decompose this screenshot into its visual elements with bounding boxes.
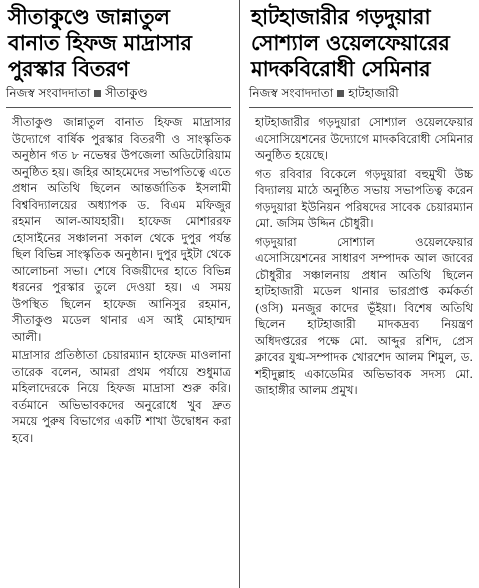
left-byline-reporter: নিজস্ব সংবাদদাতা: [6, 86, 91, 100]
left-paragraph-2: মাদ্রাসার প্রতিষ্ঠাতা চেয়ারম্যান হাফেজ মাওলানা তারেক বলেন, আমরা প্রথম পর্যায়ে শুধুমাত্র মহিলাদেরকে নিয়ে হিফজ মাদ্রাসা শুরু করি। বর্তমানে অভিভাবকদের অনুরোধে খুব দ্রুত সময়ে পুরুষ বিভাগের একটি শাখা উদ্বোধন করা হবে।: [12, 348, 231, 445]
right-byline-location: হাটহাজারী: [348, 86, 399, 100]
right-headline: হাটহাজারীর গড়দুয়ারা সোশ্যাল ওয়েলফেয়ারের মাদকবিরোধী সেমিনার: [251, 5, 450, 81]
right-paragraph-2: গত রবিবার বিকেলে গড়দুয়ারা বহুমুখী উচ্চ বিদ্যালয় মাঠে অনুষ্ঠিত সভায় সভাপতিত্ব করেন গড়দুয়ারা ইউনিয়ন পরিষদের সাবেক চেয়ারম্যান মো. জসিম উদ্দিন চৌধুরী।: [255, 166, 473, 230]
byline-bullet-icon: [94, 90, 101, 97]
right-body: [243, 108, 479, 399]
left-body: [0, 108, 237, 446]
left-headline: সীতাকুণ্ডে জান্নাতুল বানাত হিফজ মাদ্রাসার পুরস্কার বিতরণ: [8, 5, 192, 81]
right-byline-reporter: নিজস্ব সংবাদদাতা: [249, 86, 334, 100]
left-byline: [6, 85, 237, 101]
right-article: [243, 0, 479, 588]
right-byline: [249, 85, 479, 101]
column-divider: [239, 0, 240, 588]
left-paragraph-1: সীতাকুণ্ড জান্নাতুল বানাত হিফজ মাদ্রাসার উদ্যোগে বার্ষিক পুরস্কার বিতরণী ও সাংস্কৃতিক অনুষ্ঠান গত ৮ নভেম্বর উপজেলা অডিটোরিয়াম অনুষ্ঠিত হয়। জহির আহমেদের সভাপতিত্বে এতে প্রধান অতিথি ছিলেন আন্তর্জাতিক ইসলামী বিশ্ববিদ্যালয়ের অধ্যাপক ড. বিএম মফিজুর রহমান আল-আযহারী। হাফেজ মোশাররফ হোসাইনের সঞ্চালনা সকাল থেকে দুপুর পর্যন্ত ছিল বিভিন্ন সাংস্কৃতিক অনুষ্ঠান। দুপুর দুইটা থেকে আলোচনা সভা। শেষে বিজয়ীদের হাতে বিভিন্ন ধরনের পুরস্কার তুলে দেওয়া হয়। এ সময় উপস্থিত ছিলেন হাফেজ আনিসুর রহমান, সীতাকুণ্ড মডেল থানার এস আই মোহাম্মদ আলী।: [12, 115, 231, 344]
right-paragraph-1: হাটহাজারীর গড়দুয়ারা সোশ্যাল ওয়েলফেয়ার এসোসিয়েশনের উদ্যোগে মাদকবিরোধী সেমিনার অনুষ্ঠিত হয়েছে।: [255, 115, 473, 162]
right-paragraph-3: গড়দুয়ারা সোশ্যাল ওয়েলফেয়ার এসোসিয়েশনের সাধারণ সম্পাদক আল জাবের চৌধুরীর সঞ্চালনায় প্রধান অতিথি ছিলেন হাটহাজারী মডেল থানার ভারপ্রাপ্ত কর্মকর্তা (ওসি) মনজুর কাদের ভূঁইয়া। বিশেষ অতিথি ছিলেন হাটহাজারী মাদকদ্রব্য নিয়ন্ত্রণ অধিদপ্তরের পক্ষে মো. আব্দুর রশিদ, প্রেস ক্লাবের যুগ্ম-সম্পাদক খোরশেদ আলম শিমুল, ড. শহীদুল্লাহ একাডেমির অভিভাবক সদস্য মো. জাহাঙ্গীর আলম প্রমুখ।: [255, 234, 473, 397]
byline-bullet-icon: [337, 90, 344, 97]
left-article: [0, 0, 237, 588]
left-byline-location: সীতাকুণ্ড: [105, 86, 148, 100]
